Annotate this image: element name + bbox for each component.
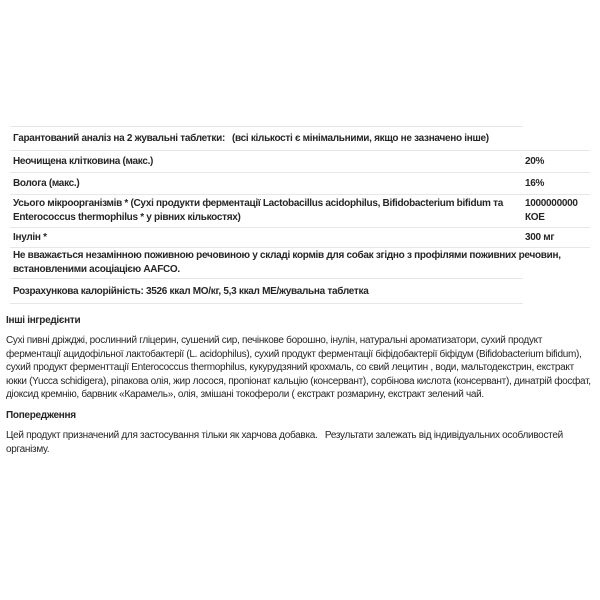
other-ingredients-heading: Інші інгредієнти [6, 315, 81, 326]
other-ingredients-section [6, 315, 594, 402]
nutrient-label: Усього мікроорганізмів * (Сухі продукти ферментації Lactobacillus acidophilus, Bifidobacterium bifidum та Enterococcus thermophilus * у рівних кількостях) [13, 198, 503, 223]
aafco-footnote-row [10, 248, 590, 278]
nutrient-value: 300 мг [525, 232, 555, 243]
nutrient-label: Волога (макс.) [13, 178, 80, 189]
aafco-footnote: Не вважається незамінною поживною речовиною у складі кормів для собак згідно з профілями поживних речовин, встановленими асоціацією AAFCO. [13, 250, 561, 275]
table-row [10, 151, 590, 172]
table-row [10, 173, 590, 194]
nutrient-value: 16% [525, 178, 545, 189]
nutrient-label: Неочищена клітковина (макс.) [13, 156, 154, 167]
analysis-table-header-row [10, 127, 590, 150]
analysis-header-title: Гарантований аналіз на 2 жувальні таблетки: [13, 133, 225, 144]
table-bottom-border [10, 303, 523, 304]
warnings-heading: Попередження [6, 409, 76, 421]
table-row [10, 228, 590, 247]
other-ingredients-text: Сухі пивні дріжджі, рослинний гліцерин, сушений сир, печінкове борошно, інулін, натуральні ароматизатори, сухий продукт ферментації ацидофільної лактобактерії (L. acidophilus), сухий продукт ферментації біфідобактерії біфідум (Bifidobacterium bifidum), сухий продукт ферменттації Enterococcus thermophilus, кукурудзяний крохмаль, со євий лецитин , води, мальтодекстрин, екстракт юкки (Yucca schidigera), ріпакова олія, жир лосося, пропіонат кальцію (консервант), сорбінова кислота (консервант), динатрій фосфат, діоксид кремнію, барвник «Карамель», олія, змішані токофероли ( екстракт розмарину, екстракт зелений чай. [6, 335, 594, 401]
nutrient-value: 1000000000 КОЕ [525, 198, 578, 223]
nutrient-value: 20% [525, 156, 545, 167]
calorie-content: Розрахункова калорійність: 3526 ккал МО/кг, 5,3 ккал МЕ/жувальна таблетка [13, 286, 369, 297]
warnings-section [6, 410, 594, 457]
analysis-header-note: (всі кількості є мінімальними, якщо не зазначено інше) [231, 133, 489, 144]
warnings-text: Цей продукт призначений для застосування тільки як харчова добавка. Результати залежать від індивідуальних особливостей організму. [6, 429, 566, 455]
calorie-content-row [10, 279, 590, 303]
guaranteed-analysis-table [10, 126, 590, 304]
analysis-table-header [13, 133, 590, 144]
nutrient-label: Інулін * [13, 232, 47, 243]
table-row [10, 195, 590, 227]
